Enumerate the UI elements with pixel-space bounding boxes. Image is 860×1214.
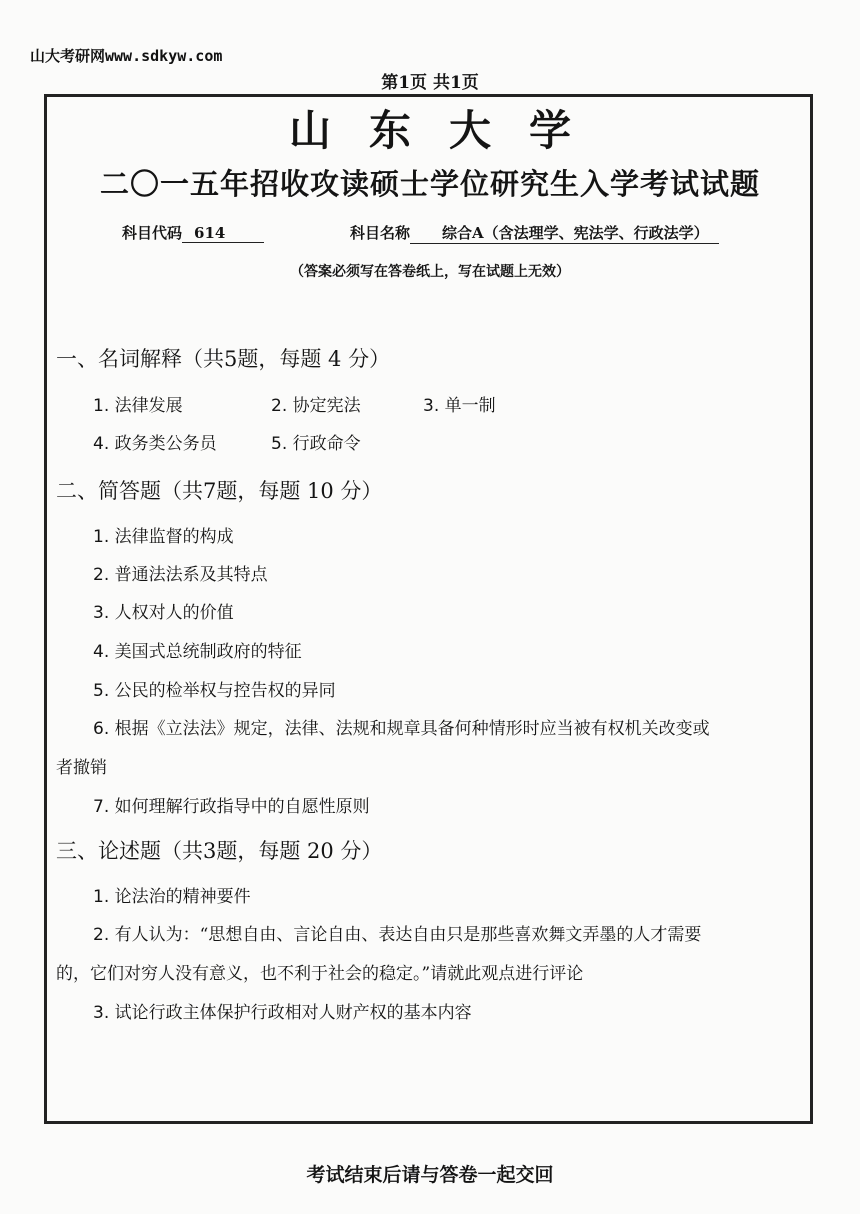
answer-instruction: （答案必须写在答卷纸上，写在试题上无效） bbox=[290, 264, 570, 280]
section-heading-3: 三、论述题（共3题，每题 20 分） bbox=[56, 839, 383, 863]
list-item: 1. 法律发展 bbox=[93, 396, 183, 416]
list-item: 1. 法律监督的构成 bbox=[93, 527, 234, 547]
page-info: 第1页 共1页 bbox=[381, 73, 479, 93]
subject-name-row bbox=[350, 222, 719, 244]
section-heading-2: 二、简答题（共7题，每题 10 分） bbox=[56, 479, 383, 503]
list-item: 6. 根据《立法法》规定，法律、法规和规章具备何种情形时应当被有权机关改变或 bbox=[93, 719, 710, 739]
list-item: 4. 美国式总统制政府的特征 bbox=[93, 642, 302, 662]
exam-title: 二〇一五年招收攻读硕士学位研究生入学考试试题 bbox=[99, 167, 760, 201]
list-item: 5. 行政命令 bbox=[271, 434, 361, 454]
site-watermark: 山大考研网www.sdkyw.com bbox=[30, 47, 223, 65]
list-item: 2. 有人认为：“思想自由、言论自由、表达自由只是那些喜欢舞文弄墨的人才需要 bbox=[93, 925, 702, 945]
list-item: 3. 人权对人的价值 bbox=[93, 603, 234, 623]
list-item: 5. 公民的检举权与控告权的异同 bbox=[93, 681, 336, 701]
list-item: 7. 如何理解行政指导中的自愿性原则 bbox=[93, 797, 370, 817]
subject-name-label: 科目名称 bbox=[350, 224, 411, 242]
footer-note: 考试结束后请与答卷一起交回 bbox=[306, 1164, 554, 1186]
list-item: 1. 论法治的精神要件 bbox=[93, 887, 251, 907]
list-item: 3. 单一制 bbox=[423, 396, 496, 416]
subject-name: 综合A（含法理学、宪法学、行政法学） bbox=[410, 222, 719, 244]
list-item-continuation: 者撤销 bbox=[56, 758, 107, 778]
list-item-continuation: 的，它们对穷人没有意义，也不利于社会的稳定。”请就此观点进行评论 bbox=[56, 964, 584, 984]
subject-code: 614 bbox=[182, 224, 264, 243]
list-item: 3. 试论行政主体保护行政相对人财产权的基本内容 bbox=[93, 1003, 472, 1023]
list-item: 2. 协定宪法 bbox=[271, 396, 361, 416]
list-item: 4. 政务类公务员 bbox=[93, 434, 217, 454]
list-item: 2. 普通法法系及其特点 bbox=[93, 565, 268, 585]
subject-code-label: 科目代码 bbox=[122, 224, 183, 242]
subject-code-row bbox=[122, 222, 264, 243]
section-heading-1: 一、名词解释（共5题，每题 4 分） bbox=[56, 347, 391, 371]
university-name: 山东大学 bbox=[288, 106, 609, 155]
